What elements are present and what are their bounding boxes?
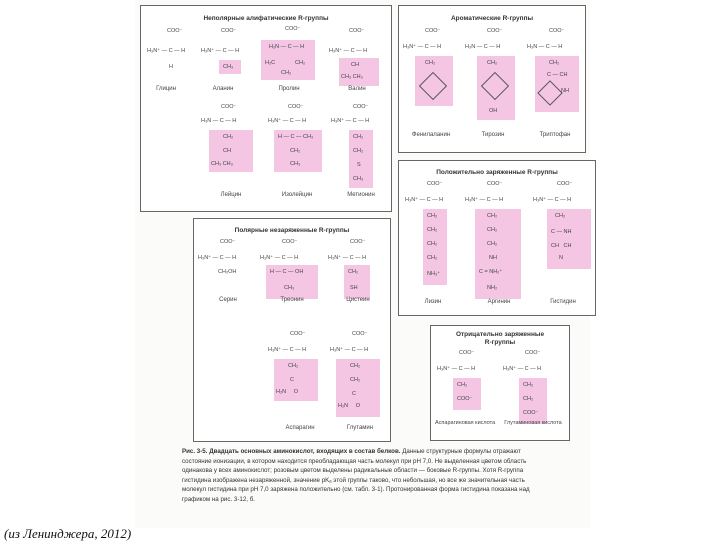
molecule-glycine: COO⁻ H₃N⁺ — C — H H (147, 28, 186, 70)
panel-title: Неполярные алифатические R-группы (203, 15, 329, 22)
source-citation: (из Ленинджера, 2012) (4, 526, 132, 541)
molecule-glutamate: COO⁻ H₃N⁺ — C — H CH₂ CH₂ COO⁻ (503, 350, 567, 430)
caption-lead: Рис. 3-5. Двадцать основных аминокислот, входящих в состав белков. (182, 448, 401, 455)
panel-title: Полярные незаряженные R-группы (234, 227, 350, 234)
molecule-threonine: COO⁻ H₃N⁺ — C — H H — C — OH CH₃ (260, 239, 322, 309)
r-group-highlight (339, 58, 379, 86)
molecule-glutamine: COO⁻ H₃N⁺ — C — H CH₂ CH₂ C H₂N O (330, 331, 392, 421)
panel-aromatic (398, 5, 586, 153)
molecule-arginine: COO⁻ H₃N⁺ — C — H CH₂ CH₂ CH₂ NH C = NH₂⁺ NH₂ (465, 181, 531, 303)
amino-acid-name: Пролин (278, 86, 300, 92)
amino-acid-name: Треонин (280, 297, 304, 303)
panel-title: Положительно заряженные R-группы (436, 169, 558, 176)
molecule-tyrosine: COO⁻ H₃N — C — H CH₂ OH (465, 28, 523, 128)
panel-title: Отрицательно заряженные (455, 331, 545, 338)
amino-acid-name: Аланин (212, 86, 234, 92)
amino-acid-name: Изолейцин (281, 192, 313, 198)
amino-acid-name: Тирозин (481, 132, 505, 138)
panel-polar (193, 218, 391, 442)
panel-positive (398, 160, 596, 316)
amino-acid-name: Лизин (424, 299, 442, 305)
r-group-highlight (475, 209, 521, 299)
amino-acid-name: Глицин (156, 86, 176, 92)
molecule-phenylalanine: COO⁻ H₃N⁺ — C — H CH₂ (403, 28, 461, 118)
molecule-serine: COO⁻ H₃N⁺ — C — H CH₂OH (198, 239, 237, 275)
amino-acid-name: Аргинин (487, 299, 511, 305)
amino-acid-name: Глутамин (346, 425, 374, 431)
molecule-histidine: COO⁻ H₃N⁺ — C — H CH₂ C — NH CH CH N (533, 181, 595, 281)
r-group-highlight (547, 209, 591, 269)
molecule-proline: COO⁻ H₂N — C — H H₂C CH₂ CH₂ (259, 26, 319, 86)
amino-acid-name: Аспарагиновая кислота (435, 420, 496, 426)
molecule-asparagine: COO⁻ H₃N⁺ — C — H CH₂ C H₂N O (268, 331, 330, 411)
panel-title: R-группы (484, 339, 516, 346)
amino-acid-name: Метионин (347, 192, 375, 198)
panel-negative (430, 325, 570, 441)
molecule-lysine: COO⁻ H₃N⁺ — C — H CH₂ CH₂ CH₂ CH₂ NH₃⁺ (405, 181, 465, 293)
amino-acid-name: Валин (348, 86, 366, 92)
molecule-aspartate: COO⁻ H₃N⁺ — C — H CH₂ COO⁻ (437, 350, 499, 420)
molecule-methionine: COO⁻ H₃N⁺ — C — H CH₂ CH₂ S CH₃ (331, 104, 391, 194)
amino-acid-name: Серин (219, 297, 237, 303)
molecule-isoleucine: COO⁻ H₃N⁺ — C — H H — C — CH₃ CH₂ CH₃ (266, 104, 330, 180)
molecule-leucine: COO⁻ H₃N — C — H CH₂ CH CH₃ CH₃ (199, 104, 263, 180)
amino-acid-name: Аспарагин (285, 425, 315, 431)
amino-acid-name: Лейцин (220, 192, 242, 198)
molecule-cysteine: COO⁻ H₃N⁺ — C — H CH₂ SH (328, 239, 388, 309)
caption-body: Данные структурные формулы отражают состояние ионизации, в котором находится преобладающая часть молекул при pH 7,0. Не выделенная цветом область одинакова у всех аминокислот; розовым цветом выделены радикальные области — боковые R-группы. Хотя R-группа гистидина изображена незаряженной, значение pKₐ этой группы таково, что небольшая, но все же значительная часть молекул гистидина при pH 7,0 заряжена положительно (см. табл. 3-1). Протонированная форма гистидина показана над графиком на рис. 3-12, б. (182, 448, 530, 503)
panel-nonpolar (140, 5, 392, 212)
amino-acid-name: Гистидин (550, 299, 576, 305)
amino-acid-name: Фенилаланин (411, 132, 451, 138)
molecule-alanine: COO⁻ H₃N⁺ — C — H CH₃ (201, 28, 256, 86)
amino-acid-name: Глутаминовая кислота (504, 420, 562, 426)
figure-caption (182, 447, 532, 505)
amino-acid-name: Триптофан (539, 132, 571, 138)
molecule-valine: COO⁻ H₃N⁺ — C — H CH CH₃ CH₃ (329, 28, 389, 88)
molecule-tryptophan: COO⁻ H₃N — C — H CH₂ C — CH NH (527, 28, 585, 118)
amino-acid-name: Цистеин (346, 297, 370, 303)
panel-title: Ароматические R-группы (450, 15, 534, 22)
